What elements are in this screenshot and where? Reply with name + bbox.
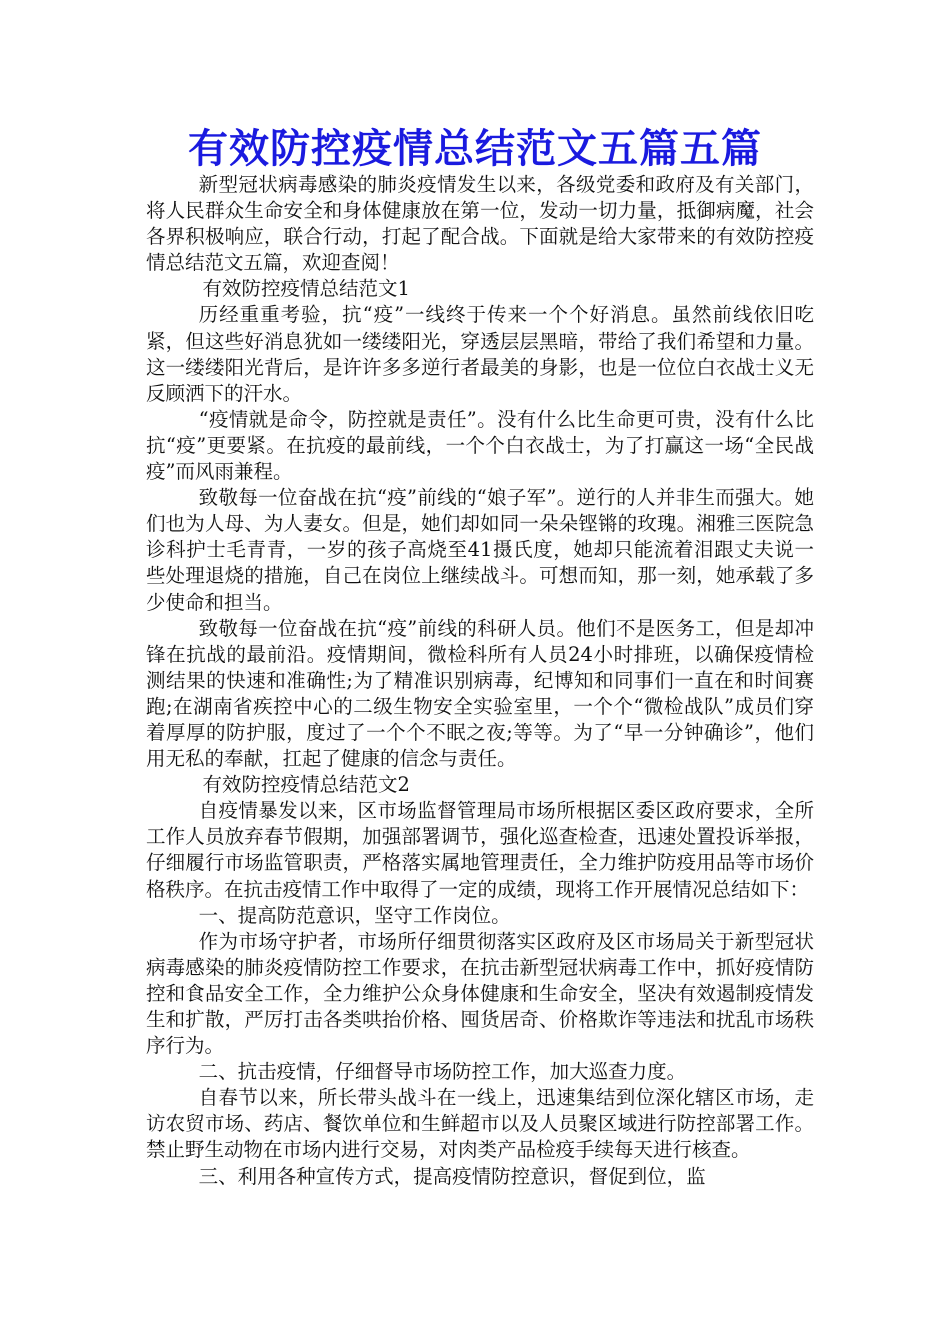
document-body <box>146 172 814 1190</box>
section-heading: 有效防控疫情总结范文1 <box>202 277 410 301</box>
paragraph: “疫情就是命令，防控就是责任”。没有什么比生命更可贵，没有什么比抗“疫”更要紧。在抗疫的最前线，一个个白衣战士，为了打赢这一场“全民战疫”而风雨兼程。 <box>146 407 814 484</box>
paragraph: 作为市场守护者，市场所仔细贯彻落实区政府及区市场局关于新型冠状病毒感染的肺炎疫情防控工作要求，在抗击新型冠状病毒工作中，抓好疫情防控和食品安全工作，全力维护公众身体健康和生命安全，坚决有效遏制疫情发生和扩散，严厉打击各类哄抬价格、囤货居奇、价格欺诈等违法和扰乱市场秩序行为。 <box>146 929 814 1058</box>
paragraph: 致敬每一位奋战在抗“疫”前线的“娘子军”。逆行的人并非生而强大。她们也为人母、为人妻女。但是，她们却如同一朵朵铿锵的玫瑰。湘雅三医院急诊科护士毛青青，一岁的孩子高烧至41摄氏度，她却只能流着泪跟丈夫说一些处理退烧的措施，自己在岗位上继续战斗。可想而知，那一刻，她承载了多少使命和担当。 <box>146 486 814 614</box>
paragraph: 自疫情暴发以来，区市场监督管理局市场所根据区委区政府要求，全所工作人员放弃春节假期，加强部署调节，强化巡查检查，迅速处置投诉举报，仔细履行市场监管职责，严格落实属地管理责任，全力维护防疫用品等市场价格秩序。在抗击疫情工作中取得了一定的成绩，现将工作开展情况总结如下： <box>146 799 814 901</box>
paragraph: 自春节以来，所长带头战斗在一线上，迅速集结到位深化辖区市场，走访农贸市场、药店、餐饮单位和生鲜超市以及人员聚区域进行防控部署工作。禁止野生动物在市场内进行交易，对肉类产品检疫手续每天进行核查。 <box>146 1086 814 1162</box>
list-item-heading: 二、抗击疫情，仔细督导市场防控工作，加大巡查力度。 <box>198 1060 687 1084</box>
list-item-heading: 三、利用各种宣传方式，提高疫情防控意识，督促到位，监 <box>198 1164 706 1188</box>
paragraph: 致敬每一位奋战在抗“疫”前线的科研人员。他们不是医务工，但是却冲锋在抗战的最前沿。疫情期间，微检科所有人员24小时排班，以确保疫情检测结果的快速和准确性;为了精准识别病毒，纪博知和同事们一直在和时间赛跑;在湖南省疾控中心的二级生物安全实验室里，一个个“微检战队”成员们穿着厚厚的防护服，度过了一个个不眠之夜;等等。为了“早一分钟确诊”，他们用无私的奉献，扛起了健康的信念与责任。 <box>146 616 814 771</box>
paragraph: 新型冠状病毒感染的肺炎疫情发生以来，各级党委和政府及有关部门，将人民群众生命安全和身体健康放在第一位，发动一切力量，抵御病魔，社会各界积极响应，联合行动，打起了配合战。下面就是给大家带来的有效防控疫情总结范文五篇，欢迎查阅！ <box>146 173 814 275</box>
paragraph: 历经重重考验，抗“疫”一线终于传来一个个好消息。虽然前线依旧吃紧，但这些好消息犹如一缕缕阳光，穿透层层黑暗，带给了我们希望和力量。这一缕缕阳光背后，是许许多多逆行者最美的身影，也是一位位白衣战士义无反顾洒下的汗水。 <box>146 303 814 405</box>
list-item-heading: 一、提高防范意识，坚守工作岗位。 <box>198 903 511 927</box>
section-heading: 有效防控疫情总结范文2 <box>202 773 410 797</box>
page-title: 有效防控疫情总结范文五篇五篇 <box>188 125 762 172</box>
